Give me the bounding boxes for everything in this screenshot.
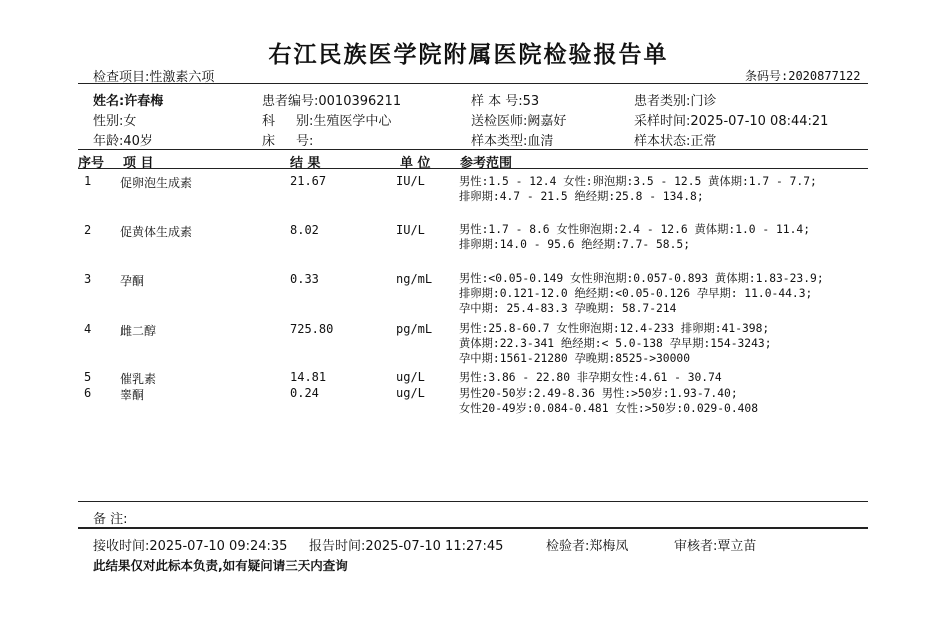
row-number: 2 [84, 223, 92, 237]
patient-sex: 性别:女 [93, 114, 137, 129]
reference-range: 女性20-49岁:0.084-0.481 女性:>50岁:0.029-0.408 [459, 402, 759, 415]
reference-range: 孕中期:1561-21280 孕晚期:8525->30000 [459, 352, 691, 365]
reference-range: 男性:25.8-60.7 女性卵泡期:12.4-233 排卵期:41-398; [459, 322, 770, 335]
test-unit: IU/L [396, 174, 425, 188]
test-result: 0.33 [290, 272, 319, 286]
exam-item: 检查项目:性激素六项 [93, 70, 215, 85]
test-result: 725.80 [290, 322, 334, 336]
row-number: 4 [84, 322, 92, 336]
col-header-reference: 参考范围 [460, 156, 513, 171]
reference-range: 男性20-50岁:2.49-8.36 男性:>50岁:1.93-7.40; [459, 387, 738, 400]
collection-time: 采样时间:2025-07-10 08:44:21 [634, 114, 829, 129]
test-unit: IU/L [396, 223, 425, 237]
referring-doctor: 送检医师:阙嘉好 [471, 114, 567, 129]
info-divider [78, 149, 868, 150]
col-header-result: 结 果 [290, 156, 321, 171]
patient-name: 姓名:许春梅 [93, 94, 164, 109]
col-header-item: 项 目 [123, 156, 154, 171]
header-divider [78, 83, 868, 84]
test-result: 14.81 [290, 370, 327, 384]
test-unit: ng/mL [396, 272, 433, 286]
inspector: 检验者:郑梅凤 [546, 539, 629, 554]
report-time: 报告时间:2025-07-10 11:27:45 [309, 539, 504, 554]
receive-time: 接收时间:2025-07-10 09:24:35 [93, 539, 288, 554]
footer-divider [78, 527, 868, 529]
test-unit: ug/L [396, 386, 425, 400]
bed-number: 号: [296, 134, 314, 149]
sample-type: 样本类型:血清 [471, 134, 554, 149]
reference-range: 黄体期:22.3-341 绝经期:< 5.0-138 孕早期:154-3243; [459, 337, 772, 350]
test-item: 催乳素 [120, 372, 157, 386]
test-result: 21.67 [290, 174, 327, 188]
test-item: 促黄体生成素 [120, 225, 193, 239]
test-result: 0.24 [290, 386, 319, 400]
patient-type: 患者类别:门诊 [634, 94, 717, 109]
department: 别:生殖医学中心 [296, 114, 392, 129]
test-item: 促卵泡生成素 [120, 176, 193, 190]
bed-label: 床 [262, 134, 276, 149]
reference-range: 孕中期: 25.4-83.3 孕晚期: 58.7-214 [459, 302, 677, 315]
reference-range: 男性:1.7 - 8.6 女性卵泡期:2.4 - 12.6 黄体期:1.0 - 11.4; [459, 223, 811, 236]
test-item: 睾酮 [120, 388, 145, 402]
reference-range: 排卵期:14.0 - 95.6 绝经期:7.7- 58.5; [459, 238, 691, 251]
test-result: 8.02 [290, 223, 319, 237]
reviewer: 审核者:覃立苗 [674, 539, 757, 554]
test-item: 雌二醇 [120, 324, 157, 338]
table-bottom-divider [78, 501, 868, 502]
reference-range: 排卵期:4.7 - 21.5 绝经期:25.8 - 134.8; [459, 190, 704, 203]
reference-range: 排卵期:0.121-12.0 绝经期:<0.05-0.126 孕早期: 11.0-44.3; [459, 287, 813, 300]
patient-number: 患者编号:0010396211 [262, 94, 402, 109]
sample-status: 样本状态:正常 [634, 134, 717, 149]
patient-age: 年龄:40岁 [93, 134, 153, 149]
col-header-unit: 单 位 [400, 156, 431, 171]
row-number: 5 [84, 370, 92, 384]
remark-label: 备 注: [93, 512, 128, 527]
sample-number: 样 本 号:53 [471, 94, 540, 109]
disclaimer: 此结果仅对此标本负责,如有疑问请三天内查询 [93, 558, 348, 573]
report-title: 右江民族医学院附属医院检验报告单 [268, 42, 669, 68]
row-number: 6 [84, 386, 92, 400]
test-item: 孕酮 [120, 274, 145, 288]
department-label: 科 [262, 114, 276, 129]
row-number: 1 [84, 174, 92, 188]
reference-range: 男性:1.5 - 12.4 女性:卵泡期:3.5 - 12.5 黄体期:1.7 - 7.7; [459, 175, 817, 188]
table-header-divider [78, 168, 868, 169]
col-header-no: 序号 [78, 156, 105, 171]
reference-range: 男性:<0.05-0.149 女性卵泡期:0.057-0.893 黄体期:1.83-23.9; [459, 272, 824, 285]
test-unit: ug/L [396, 370, 425, 384]
barcode-number: 条码号:2020877122 [745, 69, 861, 83]
test-unit: pg/mL [396, 322, 433, 336]
row-number: 3 [84, 272, 92, 286]
reference-range: 男性:3.86 - 22.80 非孕期女性:4.61 - 30.74 [459, 371, 722, 384]
